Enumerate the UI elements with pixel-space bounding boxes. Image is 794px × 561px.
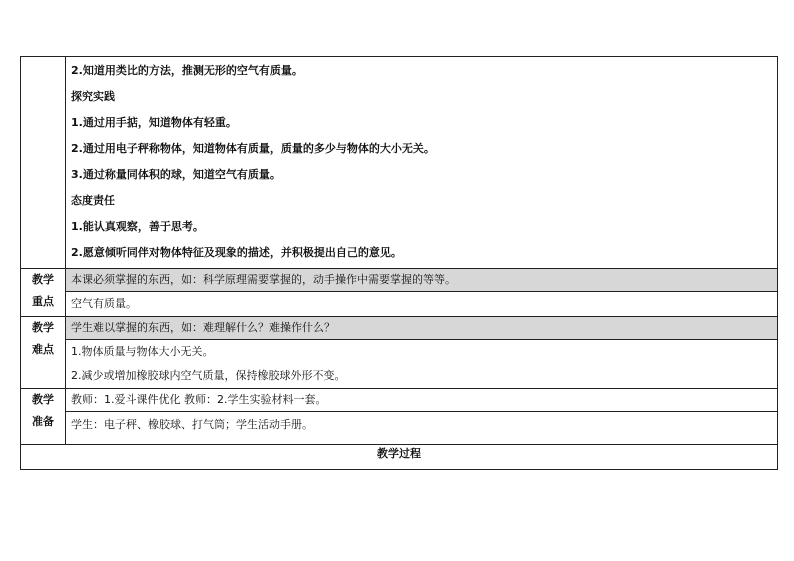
section-heading-attitude: 态度责任 bbox=[71, 194, 115, 207]
difficulty-item: 1.物体质量与物体大小无关。 bbox=[71, 345, 214, 358]
preparation-student: 学生：电子秤、橡胶球、打气筒；学生活动手册。 bbox=[71, 418, 313, 431]
key-points-label: 教学 重点 bbox=[21, 269, 66, 317]
lesson-plan-table bbox=[20, 56, 778, 470]
practice-item: 1.通过用手掂，知道物体有轻重。 bbox=[71, 116, 237, 129]
process-title: 教学过程 bbox=[21, 445, 778, 470]
process-row bbox=[21, 445, 778, 470]
difficulties-cell bbox=[66, 317, 778, 389]
objectives-content-cell bbox=[66, 57, 778, 269]
practice-item: 3.通过称量同体积的球，知道空气有质量。 bbox=[71, 168, 281, 181]
attitude-item: 1.能认真观察，善于思考。 bbox=[71, 220, 204, 233]
attitude-item: 2.愿意倾听同伴对物体特征及现象的描述，并积极提出自己的意见。 bbox=[71, 246, 402, 259]
difficulties-row bbox=[21, 317, 778, 389]
objectives-row bbox=[21, 57, 778, 269]
difficulties-label: 教学 难点 bbox=[21, 317, 66, 389]
preparation-teacher: 教师：1.爱斗课件优化 教师：2.学生实验材料一套。 bbox=[66, 389, 777, 412]
preparation-label: 教学 准备 bbox=[21, 389, 66, 445]
key-points-content: 空气有质量。 bbox=[71, 297, 137, 310]
key-points-row bbox=[21, 269, 778, 317]
difficulties-hint: 学生难以掌握的东西，如：难理解什么？难操作什么？ bbox=[66, 317, 777, 340]
difficulty-item: 2.减少或增加橡胶球内空气质量，保持橡胶球外形不变。 bbox=[71, 369, 346, 382]
section-heading-practice: 探究实践 bbox=[71, 90, 115, 103]
objective-line: 2.知道用类比的方法，推测无形的空气有质量。 bbox=[71, 64, 303, 77]
practice-item: 2.通过用电子秤称物体，知道物体有质量，质量的多少与物体的大小无关。 bbox=[71, 142, 435, 155]
objectives-label-cell bbox=[21, 57, 66, 269]
key-points-hint: 本课必须掌握的东西，如：科学原理需要掌握的，动手操作中需要掌握的等等。 bbox=[66, 269, 777, 292]
preparation-row bbox=[21, 389, 778, 445]
preparation-cell bbox=[66, 389, 778, 445]
key-points-cell bbox=[66, 269, 778, 317]
